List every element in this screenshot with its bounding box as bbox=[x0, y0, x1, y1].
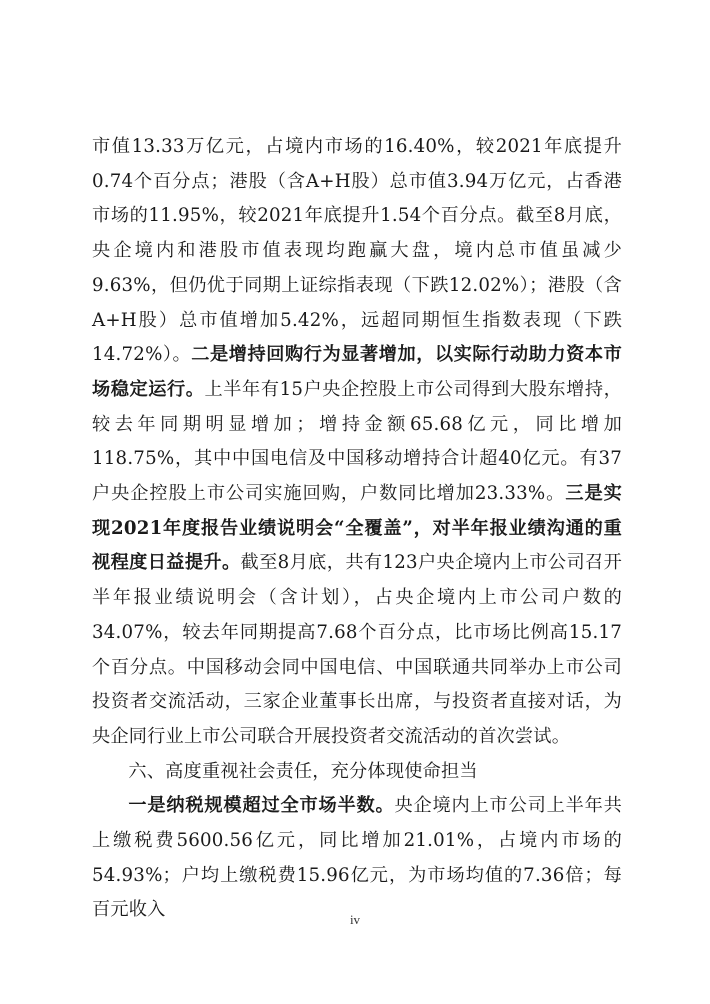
earnings-briefing-text: 截至8月底，共有123户央企境内上市公司召开半年报业绩说明会（含计划），占央企境内上市公司户数的34.07%，较去年同期提高7.68个百分点，比市场比例高15.17个百分点。中国移动会同中国电信、中国联通共同举办上市公司投资者交流活动，三家企业董事长出席，与投资者直接对话，为央企同行业上市公司联合开展投资者交流活动的首次尝试。 bbox=[92, 552, 622, 747]
page-number: iv bbox=[349, 912, 361, 927]
section-heading-social-responsibility: 六、高度重视社会责任，充分体现使命担当 bbox=[128, 760, 478, 782]
highlight-buyback: 二是增持回购行为显著增加，以实际行动助力资本市场稳定运行。 bbox=[92, 344, 622, 400]
paragraph-market-value bbox=[92, 130, 622, 755]
highlight-tax: 一是纳税规模超过全市场半数。 bbox=[128, 795, 395, 817]
market-value-text: 市值13.33万亿元，占境内市场的16.40%，较2021年底提升0.74个百分点；港股（含A+H股）总市值3.94万亿元，占香港市场的11.95%，较2021年底提升1.54个百分点。截至8月底，央企境内和港股市值表现均跑赢大盘，境内总市值虽减少9.63%，但仍优于同期上证综指表现（下跌12.02%）；港股（含A+H股）总市值增加5.42%，远超同期恒生指数表现（下跌14.72%）。 bbox=[92, 136, 622, 366]
buyback-text: 上半年有15户央企控股上市公司得到大股东增持，较去年同期明显增加；增持金额65.68亿元，同比增加118.75%，其中中国电信及中国移动增持合计超40亿元。有37户央企控股上市公司实施回购，户数同比增加23.33%。 bbox=[92, 378, 622, 505]
page-body bbox=[92, 130, 622, 928]
paragraph-tax bbox=[92, 789, 622, 928]
tax-text: 央企境内上市公司上半年共上缴税费5600.56亿元，同比增加21.01%，占境内市场的54.93%；户均上缴税费15.96亿元，为市场均值的7.36倍；每百元收入 bbox=[92, 795, 622, 921]
highlight-earnings-briefing: 三是实现2021年度报告业绩说明会“全覆盖”，对半年报业绩沟通的重视程度日益提升。 bbox=[92, 483, 623, 574]
